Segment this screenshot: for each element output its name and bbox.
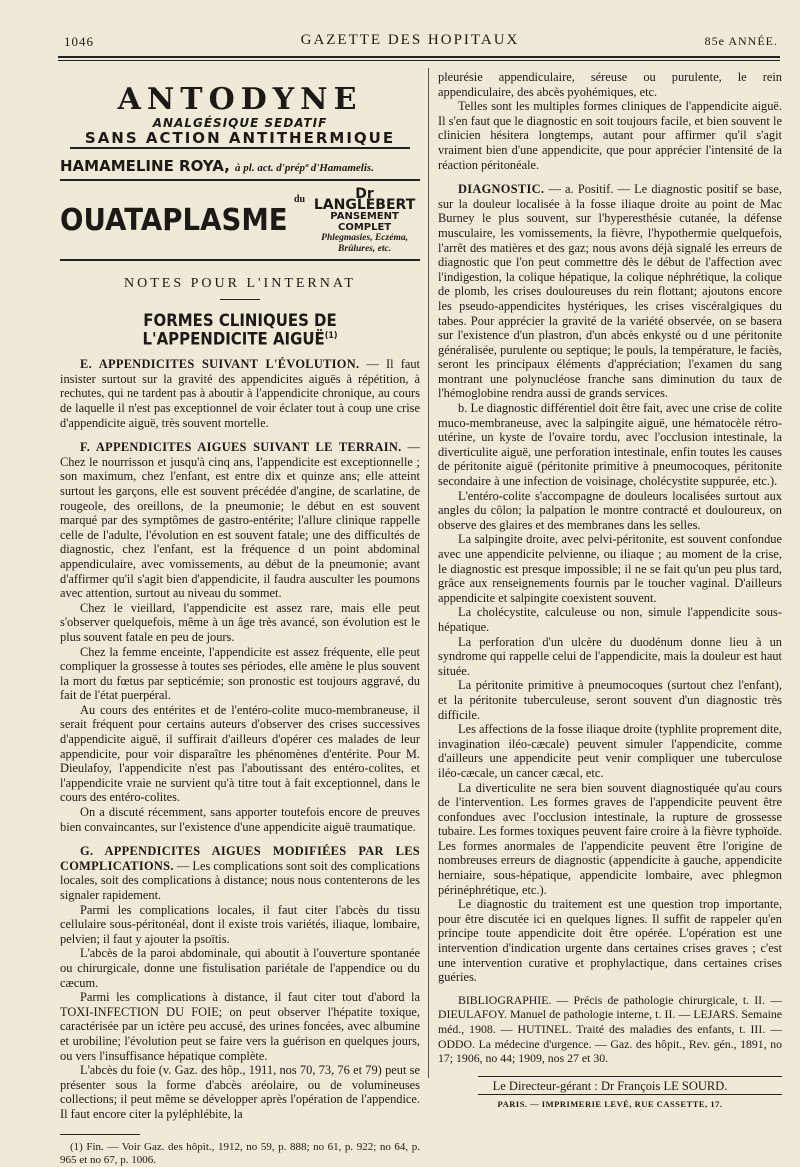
paragraph-text: L'entéro-colite s'accompagne de douleurs localisées surtout aux angles du côlon; la palpation le montre contracté et douloureux, on observe des glaires et des membranes dans les selles. (438, 488, 782, 532)
paragraph-text: Au cours des entérites et de l'entéro-colite muco-membraneuse, il serait fréquent pour certains auteurs d'observer des crises successives d'appendicite aiguë, il suffirait d'ailleurs d'opérer ces malades de leur appendicite, pour voir disparaître les phénomènes d'entérite. Pour M. Dieulafoy, l'appendicite n'est pas l'aboutissant des entéro-colites, et l'appendicite vraie ne survient qu'à titre tout à fait exceptionnel, dans le cours des entéro-colites. (60, 702, 420, 805)
hamameline-ad (60, 159, 420, 181)
paragraph (60, 645, 420, 703)
imprint-rule (478, 1094, 782, 1095)
section-lead: E. APPENDICITES SUIVANT L'ÉVOLUTION. (80, 357, 360, 372)
paragraph (60, 805, 420, 834)
left-column (60, 84, 420, 1167)
ouataplasme-doctor: Dr LANGLEBERT (313, 185, 416, 213)
hamameline-name: HAMAMELINE ROYA, (60, 157, 230, 176)
section-lead: G. APPENDICITES AIGUES MODIFIÉES PAR LES COMPLICATIONS. (60, 844, 420, 873)
hamameline-desc: à pl. act. d'prépª d'Hamamelis. (235, 162, 374, 175)
signature-rule (478, 1076, 782, 1077)
paragraph (438, 99, 782, 172)
article-title-text: FORMES CLINIQUES DE L'APPENDICITE AIGUË (142, 311, 337, 350)
column-divider (428, 68, 429, 1078)
paragraph (438, 897, 782, 985)
paragraph-text: La diverticulite ne sera bien souvent diagnostiquée qu'au cours de l'intervention. Les formes graves de l'appendicite peuvent être confondues avec l'occlusion intestinale, la rupture de grossesse tubaire. Les formes toxiques peuvent faire croire à la fièvre typhoïde. Les formes anormales de l'appendicite peuvent être l'origine de nombreuses erreurs de diagnostic (appendicite à gauche, appendicite herniaire, sous-hépatique, appendicite lombaire, avec phlegmon périnéphrétique, etc.). (438, 780, 782, 897)
paragraph-text: L'abcès de la paroi abdominale, qui aboutit à l'ouverture spontanée ou chirurgicale, donne une fistulisation pariétale de l'appendice ou du cæcum. (60, 946, 420, 990)
right-column (438, 70, 782, 1112)
footnote: (1) Fin. — Voir Gaz. des hôpit., 1912, no 59, p. 888; no 61, p. 922; no 64, p. 965 et no 67, p. 1006. (60, 1140, 420, 1166)
paragraph (60, 844, 420, 902)
bibliography-text: BIBLIOGRAPHIE. — Précis de pathologie chirurgicale, t. II. — DIEULAFOY. Manuel de pathologie interne, t. II. — LEJARS. Semaine méd., 1908. — HUTINEL. Traité des maladies des enfants, t. III. — ODDO. La médecine d'urgence. — Gaz. des hôpit., Rev. gén., 1891, no 17; 1906, no 44; 1909, nos 27 et 30. (438, 992, 782, 1066)
section-lead: DIAGNOSTIC. (458, 182, 545, 197)
paragraph (60, 946, 420, 990)
antodyne-tagline: SANS ACTION ANTITHERMIQUE (70, 131, 410, 150)
antodyne-ad (60, 84, 420, 149)
paragraph (60, 357, 420, 430)
ouataplasme-du: du (294, 193, 306, 205)
rubric-rule (220, 299, 260, 300)
right-body-text (438, 70, 782, 985)
paragraph (438, 489, 782, 533)
ouataplasme-brand: OUATAPLASME (60, 203, 288, 239)
paragraph-text: Le diagnostic du traitement est une question trop importante, pour être discutée ici en quelques lignes. Il suffit de rappeler qu'en principe toute appendicite doit être opérée. L'opération est une intervention d'indication urgente dans certaines crises graves ; c'est une intervention curative et prophylactique, dans certaines crises guéries. (438, 897, 782, 985)
paragraph (60, 440, 420, 601)
paragraph-text: Chez le vieillard, l'appendicite est assez rare, mais elle peut s'observer quelquefois, même à un âge très avancé, son évolution est le plus souvent fatale en peu de jours. (60, 600, 420, 644)
paragraph-text: L'abcès du foie (v. Gaz. des hôp., 1911, nos 70, 73, 76 et 79) peut se présenter sous la forme d'abcès aréolaire, ou de volumineuses collections; il peut même se développer après l'opération de l'appendice. Il faut encore citer la pyléphlébite, la (60, 1063, 420, 1121)
paragraph (60, 990, 420, 1063)
header-rule-thin (58, 60, 780, 61)
ouataplasme-uses: Phlegmasies, Eczéma, Brûlures, etc. (321, 232, 408, 254)
left-body-text (60, 357, 420, 1121)
signature: Le Directeur-gérant : Dr François LE SOURD. (492, 1078, 728, 1093)
paragraph-text: Chez la femme enceinte, l'appendicite est assez fréquente, elle peut compliquer la grossesse à toutes ses périodes, elle amène le plus souvent la mort du fœtus par septicémie; son pronostic est toujours aggravé, du fait de l'état puerpéral. (60, 644, 420, 703)
paragraph-text: Les affections de la fosse iliaque droite (typhlite proprement dite, invagination iléo-cæcale) peuvent simuler l'appendicite, comme d'ailleurs une appendicite peut venir compliquer une tuberculose iléo-cæcale, un cancer cæcal, etc. (438, 722, 782, 780)
paragraph (438, 70, 782, 99)
paragraph (438, 532, 782, 605)
paragraph-text: Parmi les complications à distance, il faut citer tout d'abord la TOXI-INFECTION DU FOIE; on peut observer l'hépatite toxique, caractérisée par un ictère peu accusé, des urines foncées, avec albumine et urobiline; l'évolution peut se faire vers la guérison en quelques jours, ou vers l'insuffisance hépatique complète. (60, 990, 420, 1063)
antodyne-subtitle: ANALGÉSIQUE SEDATIF (152, 116, 328, 130)
footnote-rule (60, 1134, 140, 1135)
paragraph-text: — Chez le nourrisson et jusqu'à cinq ans, l'appendicite est exceptionnelle ; son maximum, chez l'enfant, est entre dix et quinze ans; elle atteint surtout les garçons, elle est souvent précédée d'angine, de scarlatine, de rougeole, des oreillons, de la pneumonie; le début en est souvent marqué par des symptômes de gastro-entérite; l'allure clinique rappelle celle de l'adulte, l'évolution en est souvent fatale; une des difficultés de diagnostic, chez l'enfant, est la fréquence d un point abdominal appendiculaire, avec vomissements, au début de la pneumonie; avant d'affirmer qu'il s'agit bien d'appendicite, il faudra ausculter les poumons avec attention, surtout au niveau du sommet. (60, 440, 420, 601)
paragraph (60, 703, 420, 805)
imprint: PARIS. — IMPRIMERIE LEVÉ, RUE CASSETTE, 17. (497, 1099, 723, 1110)
paragraph (438, 605, 782, 634)
rubric-title: NOTES POUR L'INTERNAT (124, 275, 356, 291)
paragraph-text: La salpingite droite, avec pelvi-péritonite, est souvent confondue avec une appendicite pelvienne, ou iliaque ; au moment de la crise, le diagnostic est presque impossible; il ne se fait qu'un peu plus tard, grâce aux renseignements fournis par le toucher vaginal. D'ailleurs appendicite et salpingite coexistent souvent. (438, 532, 782, 605)
page-header (40, 30, 780, 54)
paragraph-text: — Il faut insister surtout sur la gravité des appendicites aiguës à répétition, à rechutes, qui ne tardent pas à aboutir à l'appendicite chronique, au cours de laquelle il n'est pas exceptionnel de voir éclater tout à coup une crise d'appendicite aiguë, très souvent mortelle. (60, 357, 420, 430)
ouataplasme-details (309, 185, 420, 255)
paragraph-text: On a discuté récemment, sans apporter toutefois encore de preuves bien convaincantes, sur l'existence d'une appendicite aiguë traumatique. (60, 805, 420, 834)
paragraph (438, 635, 782, 679)
paragraph-text: Parmi les complications locales, il faut citer l'abcès du tissu cellulaire sous-péritonéal, dont il existe trois variétés, iliaque, lombaire, pelvien; il faut y ajouter la psoïtis. (60, 902, 420, 946)
paragraph-text: pleurésie appendiculaire, séreuse ou purulente, le rein appendiculaire, des abcès pyohémiques, etc. (438, 70, 782, 99)
journal-title: GAZETTE DES HOPITAUX (300, 32, 520, 48)
paragraph-text: Telles sont les multiples formes cliniques de l'appendicite aiguë. Il s'en faut que le diagnostic en soit toujours facile, et bien souvent le clinicien hésitera longtemps, autant pour affirmer qu'il s'agit vraiment bien d'une appendicite, que pour apprécier l'intensité de la réaction péritonéale. (438, 99, 782, 172)
ouataplasme-pansement: PANSEMENT COMPLET (330, 210, 399, 233)
paragraph (60, 903, 420, 947)
paragraph (438, 182, 782, 401)
paragraph (438, 722, 782, 780)
bibliography (438, 993, 782, 1066)
ouataplasme-ad (60, 185, 420, 261)
title-footnote-ref: (1) (324, 330, 338, 341)
antodyne-title: ANTODYNE (117, 82, 363, 117)
paragraph (438, 781, 782, 898)
paragraph (60, 601, 420, 645)
page-number: 1046 (64, 34, 94, 49)
paragraph-text: La perforation d'un ulcère du duodénum donne lieu à un syndrome qui rappelle celui de l'appendicite, mais la douleur est haut située. (438, 634, 782, 678)
paragraph-text: b. Le diagnostic différentiel doit être fait, avec une crise de colite muco-membraneuse, avec la salpingite aiguë, une hématocèle rétro-utérine, un kyste de l'ovaire tordu, avec l'occlusion intestinale, la diverticulite aiguë, une perforation intestinale, enfin toutes les causes de péritonite aiguë (péritonite primitive à pneumocoques, péritonite secondaire à une infection de voisinage, cholécystite suppurée, etc.). (438, 401, 782, 489)
paragraph-text: La péritonite primitive à pneumocoques (surtout chez l'enfant), et la péritonite tuberculeuse, seront souvent d'un diagnostic très difficile. (438, 678, 782, 722)
paragraph (438, 678, 782, 722)
paragraph-text: — Les complications sont soit des complications locales, soit des complications à distance; nous nous contenterons de les signaler rapidement. (60, 858, 420, 902)
paragraph-text: — a. Positif. — Le diagnostic positif se base, sur la douleur localisée à la fosse iliaque droite au point de Mac Burney le plus souvent, sur l'hyperesthésie cutanée, la défense musculaire, les vomissements, la fièvre, l'hypothermie quelquefois, l'arrêt des matières et des gaz; nous avons déjà signalé les erreurs de diagnostic que l'on peut commettre dès le début de l'affection avec l'indigestion, la colique hépatique, la colique néphrétique, la colique de plomb, les crises douloureuses du rein flottant; ajoutons encore les pseudo-appendicites hystériques, les crises viscéralgiques du tabes. Pour apprécier la gravité de la variété observée, on se basera sur l'existence d'un plastron, d'un abcès enkysté ou d une péritonite généralisée, purulente ou septique; le pouls, la température, le faciès, seront les principaux éléments d'appréciation; l'examen du sang montrant une polynucléose franche sans diminution du taux de l'hémoglobine rendra aussi de grands services. (438, 182, 782, 401)
section-lead: F. APPENDICITES AIGUES SUIVANT LE TERRAIN. (80, 440, 402, 455)
article-title (82, 311, 399, 350)
header-rule (58, 56, 780, 58)
paragraph-text: La cholécystite, calculeuse ou non, simule l'appendicite sous-hépatique. (438, 605, 782, 634)
paragraph (60, 1063, 420, 1121)
paragraph (438, 401, 782, 489)
year-label: 85e ANNÉE. (704, 34, 778, 48)
